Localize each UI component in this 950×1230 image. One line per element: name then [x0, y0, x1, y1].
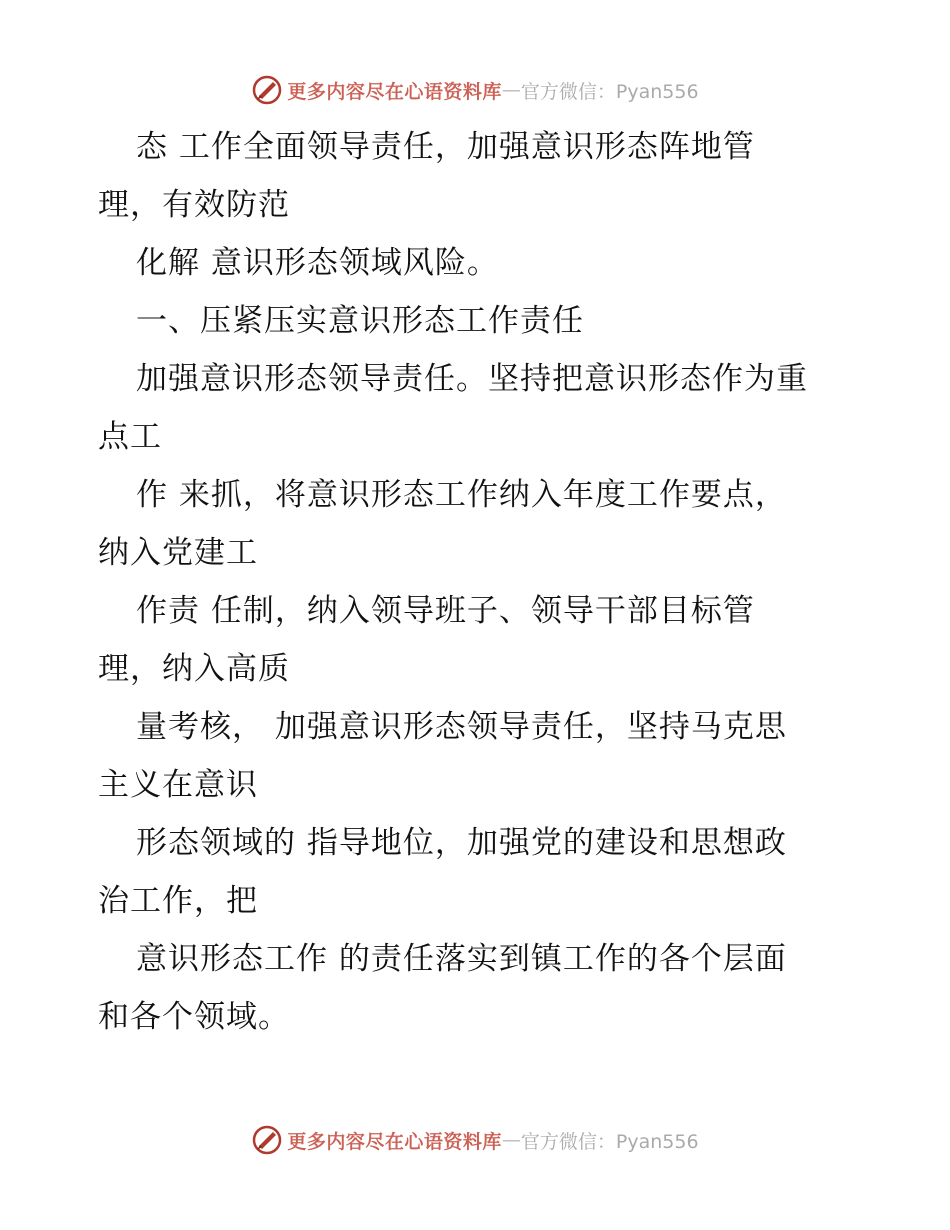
text-line: 一、压紧压实意识形态工作责任	[136, 303, 584, 339]
text-line: 主义在意识	[98, 767, 258, 803]
text-line: 理，有效防范	[98, 187, 290, 223]
banner-brand-text: 更多内容尽在心语资料库	[287, 80, 502, 103]
text-line: 理，纳入高质	[98, 651, 290, 687]
header-banner	[0, 70, 950, 110]
banner-brand-text: 更多内容尽在心语资料库	[287, 1130, 502, 1153]
document-body	[98, 118, 878, 1046]
text-line: 化解 意识形态领域风险。	[136, 245, 499, 281]
text-line: 作责 任制，纳入领导班子、领导干部目标管	[136, 593, 755, 629]
banner-wechat-text: 官方微信：Pyan556	[520, 1130, 699, 1153]
text-line: 点工	[98, 419, 162, 455]
banner-separator: —	[501, 1129, 521, 1151]
text-line: 治工作，把	[98, 883, 258, 919]
text-line: 作 来抓，将意识形态工作纳入年度工作要点，	[136, 477, 787, 513]
brand-logo-icon	[251, 1124, 283, 1156]
text-line: 和各个领域。	[98, 999, 290, 1035]
banner-separator: —	[501, 79, 521, 101]
text-line: 意识形态工作 的责任落实到镇工作的各个层面	[136, 941, 787, 977]
text-line: 形态领域的 指导地位，加强党的建设和思想政	[136, 825, 787, 861]
text-line: 态 工作全面领导责任，加强意识形态阵地管	[136, 129, 755, 165]
text-line: 加强意识形态领导责任。坚持把意识形态作为重	[136, 361, 808, 397]
banner-wechat-text: 官方微信：Pyan556	[520, 80, 699, 103]
text-line: 纳入党建工	[98, 535, 258, 571]
text-line: 量考核， 加强意识形态领导责任，坚持马克思	[136, 709, 787, 745]
brand-logo-icon	[251, 74, 283, 106]
footer-banner	[0, 1120, 950, 1160]
